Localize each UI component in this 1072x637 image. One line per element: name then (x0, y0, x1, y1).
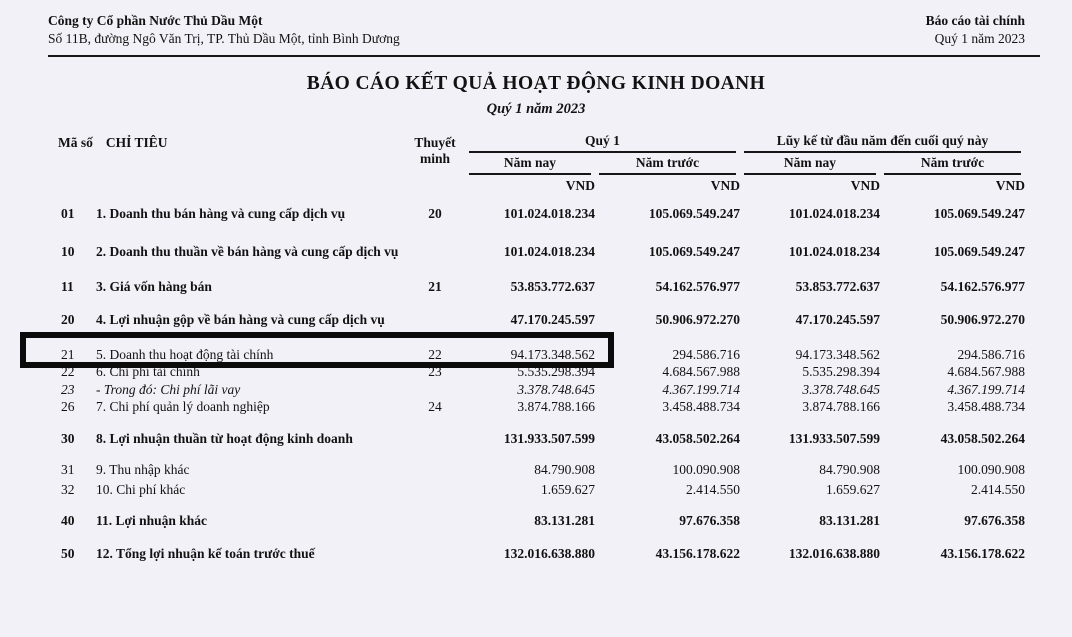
q1-current-value: 101.024.018.234 (503, 244, 595, 259)
row-note (405, 381, 465, 398)
row-label: 2. Doanh thu thuần về bán hàng và cung cấp dịch vụ (96, 244, 399, 259)
row-note (405, 545, 465, 562)
company-name: Công ty Cổ phần Nước Thủ Dầu Một (48, 13, 263, 28)
q1-current-value: 1.659.627 (541, 482, 595, 497)
table-row-26 (58, 398, 1025, 415)
ytd-prior-value: 3.458.488.734 (947, 399, 1025, 414)
row-label: 11. Lợi nhuận khác (96, 513, 208, 528)
q1-prior-value: 43.058.502.264 (655, 431, 740, 446)
header-divider (48, 55, 1040, 57)
ytd-current-value: 1.659.627 (826, 482, 880, 497)
q1-current-value: 3.378.748.645 (517, 382, 595, 397)
row-code: 11 (61, 279, 74, 294)
q1-prior-value: 4.684.567.988 (662, 364, 740, 379)
q1-prior-value: 43.156.178.622 (655, 546, 740, 561)
ytd-prior-value: 4.684.567.988 (947, 364, 1025, 379)
row-note (405, 481, 465, 498)
row-code: 20 (61, 312, 75, 327)
q1-current-value: 5.535.298.394 (517, 364, 595, 379)
ytd-current-value: 3.874.788.166 (802, 399, 880, 414)
q1-prior-value: 3.458.488.734 (662, 399, 740, 414)
company-block (48, 12, 400, 48)
report-period: Quý 1 năm 2023 (934, 31, 1025, 46)
ytd-prior-value: 105.069.549.247 (933, 244, 1025, 259)
row-note (405, 311, 465, 328)
ytd-prior-value: 43.156.178.622 (940, 546, 1025, 561)
q1-prior-value: 2.414.550 (686, 482, 740, 497)
table-row-31 (58, 461, 1025, 478)
row-label: 6. Chi phí tài chính (96, 364, 200, 379)
header-group-q1: Quý 1 (469, 132, 736, 153)
q1-prior-value: 4.367.199.714 (662, 382, 740, 397)
header-group-ytd: Lũy kế từ đầu năm đến cuối quý này (744, 132, 1021, 153)
ytd-current-value: 94.173.348.562 (795, 347, 880, 362)
ytd-current-value: 101.024.018.234 (788, 244, 880, 259)
table-header (0, 132, 1072, 196)
row-code: 32 (61, 482, 75, 497)
table-row-32 (58, 481, 1025, 498)
q1-current-value: 3.874.788.166 (517, 399, 595, 414)
row-label: 1. Doanh thu bán hàng và cung cấp dịch vụ (96, 206, 346, 221)
row-code: 40 (61, 513, 75, 528)
ytd-current-value: 5.535.298.394 (802, 364, 880, 379)
document-header (48, 12, 1025, 48)
company-address: Số 11B, đường Ngô Văn Trị, TP. Thủ Dầu Một, tỉnh Bình Dương (48, 31, 400, 46)
page-title: BÁO CÁO KẾT QUẢ HOẠT ĐỘNG KINH DOANH (306, 73, 766, 94)
row-code: 10 (61, 244, 75, 259)
row-label: 7. Chi phí quản lý doanh nghiệp (96, 399, 270, 414)
q1-current-value: 84.790.908 (534, 462, 595, 477)
row-code: 01 (61, 206, 75, 221)
header-code-indicator (58, 132, 405, 175)
row-note (405, 430, 465, 447)
header-indicator: CHỈ TIÊU (105, 135, 168, 150)
row-note: 23 (428, 364, 442, 379)
table-row-50 (58, 545, 1025, 562)
row-code: 30 (61, 431, 75, 446)
header-ytd-current: Năm nay (744, 153, 876, 175)
row-note (405, 512, 465, 529)
row-note: 22 (428, 347, 442, 362)
row-label: 5. Doanh thu hoạt động tài chính (96, 347, 274, 362)
table-row-30 (58, 430, 1025, 447)
q1-current-value: 47.170.245.597 (510, 312, 595, 327)
header-note (405, 132, 465, 175)
q1-prior-value: 97.676.358 (679, 513, 740, 528)
q1-current-value: 131.933.507.599 (503, 431, 595, 446)
q1-current-value: 94.173.348.562 (510, 347, 595, 362)
table-row-20 (58, 311, 1025, 328)
unit-label: VND (850, 178, 880, 193)
unit-label: VND (995, 178, 1025, 193)
page-subtitle: Quý 1 năm 2023 (486, 101, 586, 117)
q1-prior-value: 100.090.908 (672, 462, 740, 477)
ytd-prior-value: 100.090.908 (957, 462, 1025, 477)
unit-label: VND (565, 178, 595, 193)
ytd-current-value: 47.170.245.597 (795, 312, 880, 327)
table-row-22 (58, 363, 1025, 380)
unit-label: VND (710, 178, 740, 193)
row-label: 4. Lợi nhuận gộp về bán hàng và cung cấp dịch vụ (96, 312, 385, 327)
table-body (0, 199, 1072, 562)
q1-prior-value: 54.162.576.977 (655, 279, 740, 294)
row-code: 22 (61, 364, 75, 379)
ytd-prior-value: 105.069.549.247 (933, 206, 1025, 221)
table-row-10 (58, 243, 1025, 260)
row-note: 24 (428, 399, 442, 414)
q1-prior-value: 294.586.716 (672, 347, 740, 362)
ytd-prior-value: 2.414.550 (971, 482, 1025, 497)
row-code: 26 (61, 399, 75, 414)
header-note-line1: Thuyết (414, 135, 456, 150)
q1-current-value: 101.024.018.234 (503, 206, 595, 221)
ytd-current-value: 132.016.638.880 (788, 546, 880, 561)
row-label: 3. Giá vốn hàng bán (96, 279, 212, 294)
report-meta-block (926, 12, 1025, 48)
ytd-prior-value: 54.162.576.977 (940, 279, 1025, 294)
header-q1-current: Năm nay (469, 153, 591, 175)
header-code: Mã số (58, 135, 93, 150)
ytd-current-value: 53.853.772.637 (795, 279, 880, 294)
header-note-line2: minh (419, 151, 450, 166)
q1-current-value: 83.131.281 (534, 513, 595, 528)
row-note (405, 461, 465, 478)
ytd-prior-value: 50.906.972.270 (940, 312, 1025, 327)
row-label: - Trong đó: Chi phí lãi vay (96, 382, 241, 397)
row-note: 21 (428, 279, 442, 294)
ytd-prior-value: 43.058.502.264 (940, 431, 1025, 446)
row-label: 9. Thu nhập khác (96, 462, 190, 477)
ytd-current-value: 3.378.748.645 (802, 382, 880, 397)
table-row-21 (58, 346, 1025, 363)
q1-prior-value: 105.069.549.247 (648, 244, 740, 259)
row-note (405, 243, 465, 260)
row-code: 23 (61, 382, 75, 397)
row-note: 20 (428, 206, 442, 221)
ytd-prior-value: 97.676.358 (964, 513, 1025, 528)
q1-current-value: 53.853.772.637 (510, 279, 595, 294)
row-label: 8. Lợi nhuận thuần từ hoạt động kinh doanh (96, 431, 353, 446)
row-label: 12. Tổng lợi nhuận kế toán trước thuế (96, 546, 315, 561)
table-row-23 (58, 381, 1025, 398)
row-code: 21 (61, 347, 75, 362)
row-code: 31 (61, 462, 75, 477)
header-q1-prior: Năm trước (599, 153, 736, 175)
ytd-current-value: 84.790.908 (819, 462, 880, 477)
table-row-40 (58, 512, 1025, 529)
ytd-current-value: 131.933.507.599 (788, 431, 880, 446)
q1-current-value: 132.016.638.880 (503, 546, 595, 561)
table-row-11 (58, 278, 1025, 295)
table-row-01 (58, 205, 1025, 222)
q1-prior-value: 105.069.549.247 (648, 206, 740, 221)
report-type: Báo cáo tài chính (925, 13, 1025, 28)
ytd-current-value: 101.024.018.234 (788, 206, 880, 221)
ytd-current-value: 83.131.281 (819, 513, 880, 528)
row-code: 50 (61, 546, 75, 561)
ytd-prior-value: 4.367.199.714 (947, 382, 1025, 397)
ytd-prior-value: 294.586.716 (957, 347, 1025, 362)
row-label: 10. Chi phí khác (96, 482, 186, 497)
q1-prior-value: 50.906.972.270 (655, 312, 740, 327)
header-ytd-prior: Năm trước (884, 153, 1021, 175)
